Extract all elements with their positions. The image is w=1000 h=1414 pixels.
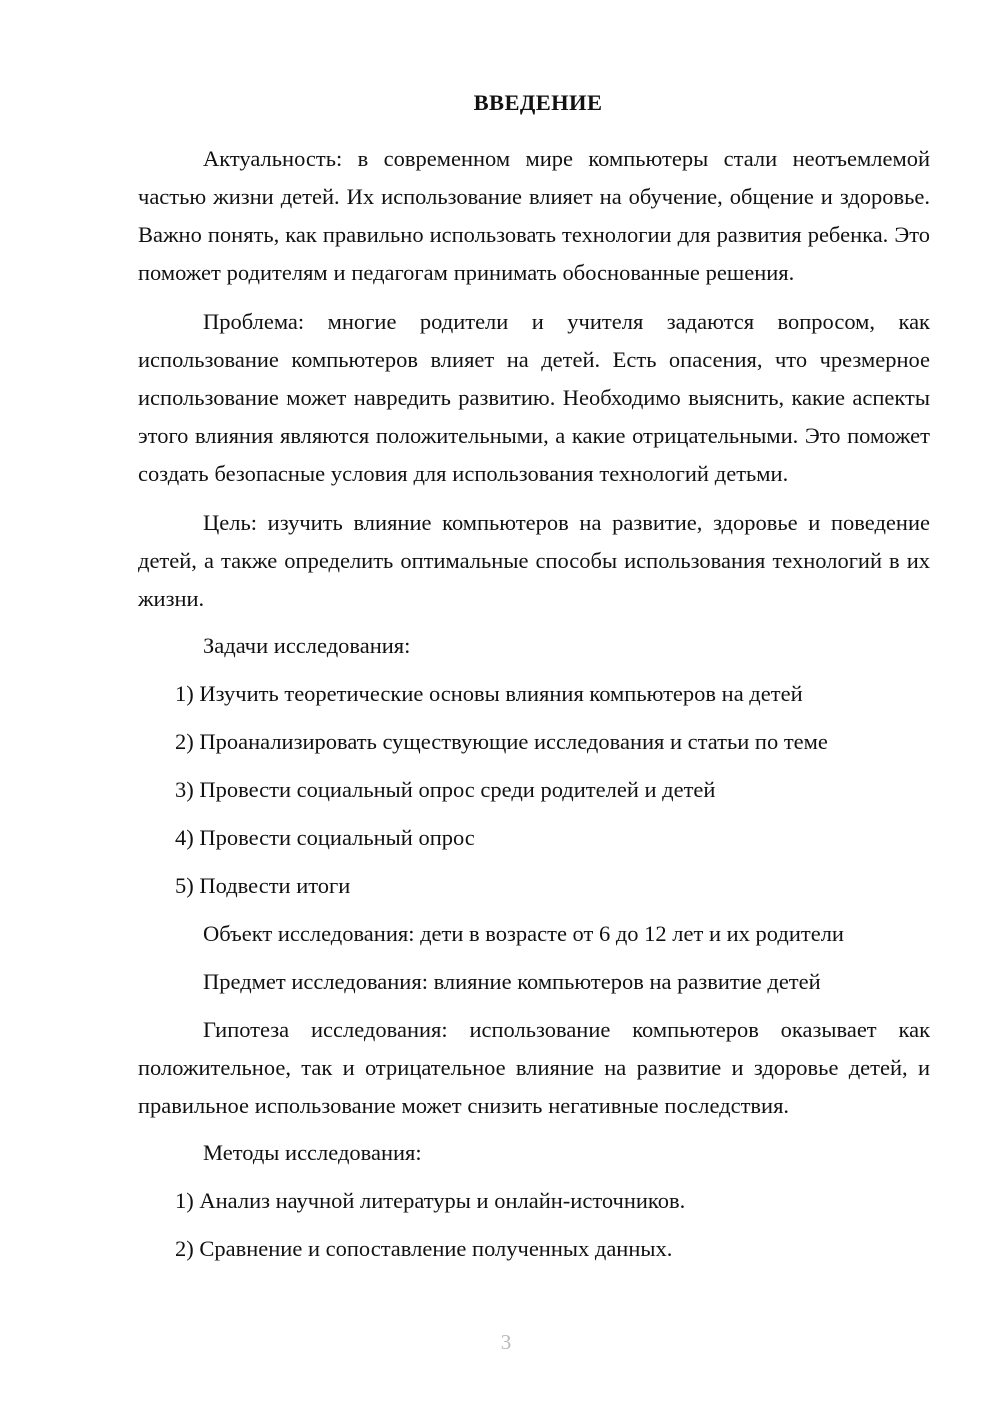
paragraph-problem: Проблема: многие родители и учителя задаются вопросом, как использование компьютеров влияет на детей. Есть опасения, что чрезмерное использование может навредить развитию. Необходимо выяснить, какие аспекты этого влияния являются положительными, а какие отрицательными. Это поможет создать безопасные условия для использования технологий детьми. — [138, 309, 930, 486]
tasks-heading: Задачи исследования: — [203, 633, 411, 658]
page-title: ВВЕДЕНИЕ — [473, 90, 603, 115]
task-list-item: 4) Провести социальный опрос — [175, 825, 475, 850]
paragraph-hypothesis: Гипотеза исследования: использование компьютеров оказывает как положительное, так и отрицательное влияние на развитие и здоровье детей, и правильное использование может снизить негативные последствия. — [138, 1017, 930, 1118]
method-list-item: 1) Анализ научной литературы и онлайн-источников. — [175, 1188, 686, 1213]
task-list-item: 1) Изучить теоретические основы влияния компьютеров на детей — [175, 681, 803, 706]
task-list-item: 2) Проанализировать существующие исследования и статьи по теме — [175, 729, 828, 754]
object-of-research-line: Объект исследования: дети в возрасте от 6 до 12 лет и их родители — [203, 921, 844, 946]
page-number: 3 — [500, 1330, 512, 1354]
paragraph-goal: Цель: изучить влияние компьютеров на развитие, здоровье и поведение детей, а также определить оптимальные способы использования технологий в их жизни. — [138, 510, 930, 611]
document-body — [138, 88, 930, 1278]
task-list-item: 3) Провести социальный опрос среди родителей и детей — [175, 777, 716, 802]
subject-of-research-line: Предмет исследования: влияние компьютеров на развитие детей — [203, 969, 821, 994]
task-list-item: 5) Подвести итоги — [175, 873, 351, 898]
paragraph-relevance: Актуальность: в современном мире компьютеры стали неотъемлемой частью жизни детей. Их использование влияет на обучение, общение и здоровье. Важно понять, как правильно использовать технологии для развития ребенка. Это поможет родителям и педагогам принимать обоснованные решения. — [138, 146, 930, 285]
method-list-item: 2) Сравнение и сопоставление полученных данных. — [175, 1236, 673, 1261]
methods-heading: Методы исследования: — [203, 1140, 422, 1165]
